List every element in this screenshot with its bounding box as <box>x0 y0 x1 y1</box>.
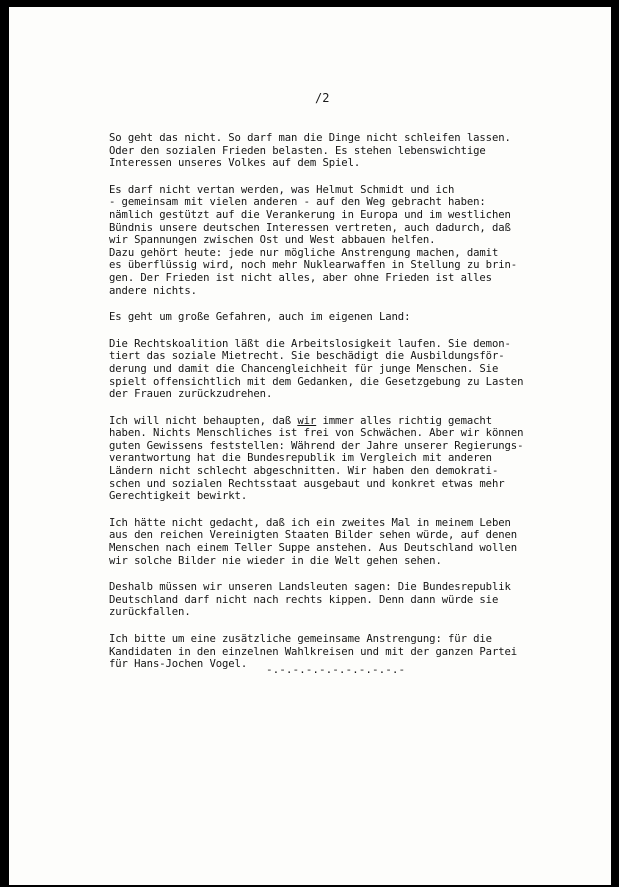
text-line: haben. Nichts Menschliches ist frei von Schwächen. Aber wir können <box>109 427 524 440</box>
text-line: es überflüssig wird, noch mehr Nuklearwaffen in Stellung zu brin- <box>109 259 518 272</box>
text-line-with-underline: Ich will nicht behaupten, daß wir immer alles richtig gemacht <box>109 414 492 427</box>
paragraph-1 <box>109 132 579 170</box>
text-line: andere nichts. <box>109 284 197 297</box>
text-line: Deshalb müssen wir unseren Landsleuten sagen: Die Bundesrepublik <box>109 581 511 594</box>
text-line: Gerechtigkeit bewirkt. <box>109 490 248 503</box>
text-line: Ländern nicht schlecht abgeschnitten. Wir haben den demokrati- <box>109 465 499 478</box>
page-number: /2 <box>315 91 330 105</box>
text-line: Deutschland darf nicht nach rechts kippen. Denn dann würde sie <box>109 593 499 606</box>
text-line: Kandidaten in den einzelnen Wahlkreisen und mit der ganzen Partei <box>109 645 518 658</box>
text-line: schen und sozialen Rechtsstaat ausgebaut und konkret etwas mehr <box>109 477 505 490</box>
paragraph-4 <box>109 338 579 401</box>
body-text <box>109 132 579 685</box>
text-line: zurückfallen. <box>109 606 191 619</box>
text-line: Es geht um große Gefahren, auch im eigenen Land: <box>109 311 411 324</box>
text-line: wir Spannungen zwischen Ost und West abbauen helfen. <box>109 234 436 247</box>
text-line: guten Gewissens feststellen: Während der Jahre unserer Regierungs- <box>109 439 524 452</box>
text-line: spielt offensichtlich mit dem Gedanken, die Gesetzgebung zu Lasten <box>109 375 524 388</box>
text-line: gen. Der Frieden ist nicht alles, aber ohne Frieden ist alles <box>109 271 492 284</box>
text-line: So geht das nicht. So darf man die Dinge nicht schleifen lassen. <box>109 132 511 144</box>
text-line: wir solche Bilder nie wieder in die Welt gehen sehen. <box>109 554 442 567</box>
closing-rule: -.-.-.-.-.-.-.-.-.-.- <box>266 663 406 676</box>
paragraph-5 <box>109 415 579 503</box>
text-line: Die Rechtskoalition läßt die Arbeitslosigkeit laufen. Sie demon- <box>109 337 511 350</box>
text-line: der Frauen zurückzudrehen. <box>109 388 273 401</box>
text-line: Interessen unseres Volkes auf dem Spiel. <box>109 157 361 170</box>
paragraph-7 <box>109 581 579 619</box>
text-line: Bündnis unsere deutschen Interessen vertreten, auch dadurch, daß <box>109 221 511 234</box>
text-line: derung und damit die Chancengleichheit für junge Menschen. Sie <box>109 362 499 375</box>
underlined-word: wir <box>297 414 317 427</box>
text-line: Dazu gehört heute: jede nur mögliche Anstrengung machen, damit <box>109 246 499 259</box>
text-line: Ich bitte um eine zusätzliche gemeinsame Anstrengung: für die <box>109 633 492 645</box>
text-line: tiert das soziale Mietrecht. Sie beschädigt die Ausbildungsför- <box>109 350 505 363</box>
text-line: für Hans-Jochen Vogel. <box>109 658 248 671</box>
text-line: Es darf nicht vertan werden, was Helmut Schmidt und ich <box>109 183 455 196</box>
paragraph-6 <box>109 517 579 567</box>
text-line: Ich hätte nicht gedacht, daß ich ein zweites Mal in meinem Leben <box>109 516 511 529</box>
text-line: Menschen nach einem Teller Suppe anstehen. Aus Deutschland wollen <box>109 542 518 555</box>
document-page <box>9 7 611 885</box>
text-line: Oder den sozialen Frieden belasten. Es stehen lebenswichtige <box>109 144 486 157</box>
paragraph-2 <box>109 184 579 297</box>
text-line: nämlich gestützt auf die Verankerung in Europa und im westlichen <box>109 208 511 221</box>
text-line: aus den reichen Vereinigten Staaten Bilder sehen würde, auf denen <box>109 529 518 542</box>
text-line: - gemeinsam mit vielen anderen - auf den Weg gebracht haben: <box>109 196 486 209</box>
text-line: verantwortung hat die Bundesrepublik im Vergleich mit anderen <box>109 452 492 465</box>
paragraph-3 <box>109 311 579 324</box>
